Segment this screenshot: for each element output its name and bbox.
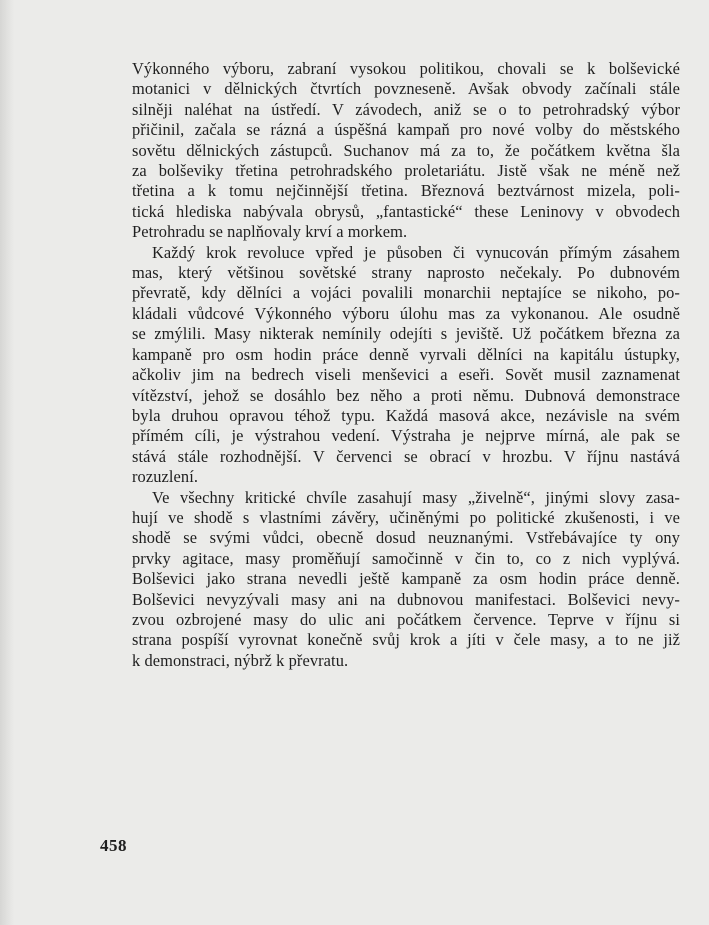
text-line: se zmýlili. Masy nikterak nemínily odejíti s jeviště. Už počátkem března za	[132, 324, 680, 344]
text-line: přičinil, začala se rázná a úspěšná kampaň pro nové volby do městského	[132, 120, 680, 140]
page-number: 458	[100, 836, 127, 855]
text-line: Petrohradu se naplňovaly krví a morkem.	[132, 222, 408, 242]
text-line: přímém cíli, je výstrahou vedení. Výstraha je nejprve mírná, ale pak se	[132, 426, 680, 446]
text-line: stává stále rozhodnější. V červenci se obrací v hrozbu. V říjnu nastává	[132, 446, 680, 466]
text-line: Bolševici jako strana nevedli ještě kampaně za osm hodin práce denně.	[132, 569, 680, 589]
body-text	[132, 59, 680, 671]
text-line: Ve všechny kritické chvíle zasahují masy „živelně“, jinými slovy zasa-	[152, 487, 680, 507]
text-line: hují ve shodě s vlastními závěry, učiněnými po politické zkušenosti, i ve	[132, 507, 680, 527]
text-line: vítězství, jehož se dosáhlo bez něho a proti němu. Dubnová demonstrace	[132, 385, 680, 405]
paragraph	[132, 59, 680, 243]
text-line: Každý krok revoluce vpřed je působen či vynucován přímým zásahem	[152, 242, 680, 262]
text-line: Výkonného výboru, zabraní vysokou politikou, chovali se k bolševické	[132, 59, 680, 78]
text-line: za bolševiky třetina petrohradského proletariátu. Jistě však ne méně než	[132, 161, 680, 181]
text-line: strana pospíší vyrovnat konečně svůj krok a jíti v čele masy, a to ne již	[132, 630, 680, 650]
text-line: třetina a k tomu nejčinnější třetina. Březnová beztvárnost mizela, poli-	[132, 181, 680, 201]
text-line: tická hlediska nabývala obrysů, „fantastické“ these Leninovy v obvodech	[132, 201, 680, 221]
paragraph	[132, 488, 680, 672]
text-line: byla druhou opravou téhož typu. Každá masová akce, nezávisle na svém	[132, 405, 680, 425]
text-line: rozuzlení.	[132, 467, 199, 487]
text-line: silněji naléhat na ústředí. V závodech, aniž se o to petrohradský výbor	[132, 99, 680, 119]
text-line: mas, který většinou sovětské strany naprosto nečekaly. Po dubnovém	[132, 263, 680, 283]
text-line: kampaně pro osm hodin práce denně vyrvali dělníci na kapitálu ústupky,	[132, 344, 680, 364]
text-line: převratě, kdy dělníci a vojáci povalili monarchii neptajíce se nikoho, po-	[132, 283, 680, 303]
text-line: motanici v dělnických čtvrtích povzneseně. Avšak obvody začínali stále	[132, 79, 680, 99]
text-line: Bolševici nevyzývali masy ani na dubnovou manifestaci. Bolševici nevy-	[132, 589, 680, 609]
text-line: zvou ozbrojené masy do ulic ani počátkem července. Teprve v říjnu si	[132, 609, 680, 629]
text-line: kládali vůdcové Výkonného výboru úlohu mas za vykonanou. Ale osudně	[132, 303, 680, 323]
text-line: shodě se svými vůdci, obecně dosud neuznanými. Vstřebávajíce ty ony	[132, 528, 680, 548]
text-line: prvky agitace, masy proměňují samočinně v čin to, co z nich vyplývá.	[132, 548, 680, 568]
text-line: k demonstraci, nýbrž k převratu.	[132, 650, 349, 670]
text-line: sovětu dělnických zástupců. Suchanov má za to, že počátkem května šla	[132, 140, 680, 160]
paragraph	[132, 243, 680, 488]
page-edge-shadow	[0, 0, 14, 925]
text-line: ačkoliv jim na bedrech viseli menševici a eseři. Sovět musil zaznamenat	[132, 365, 680, 385]
